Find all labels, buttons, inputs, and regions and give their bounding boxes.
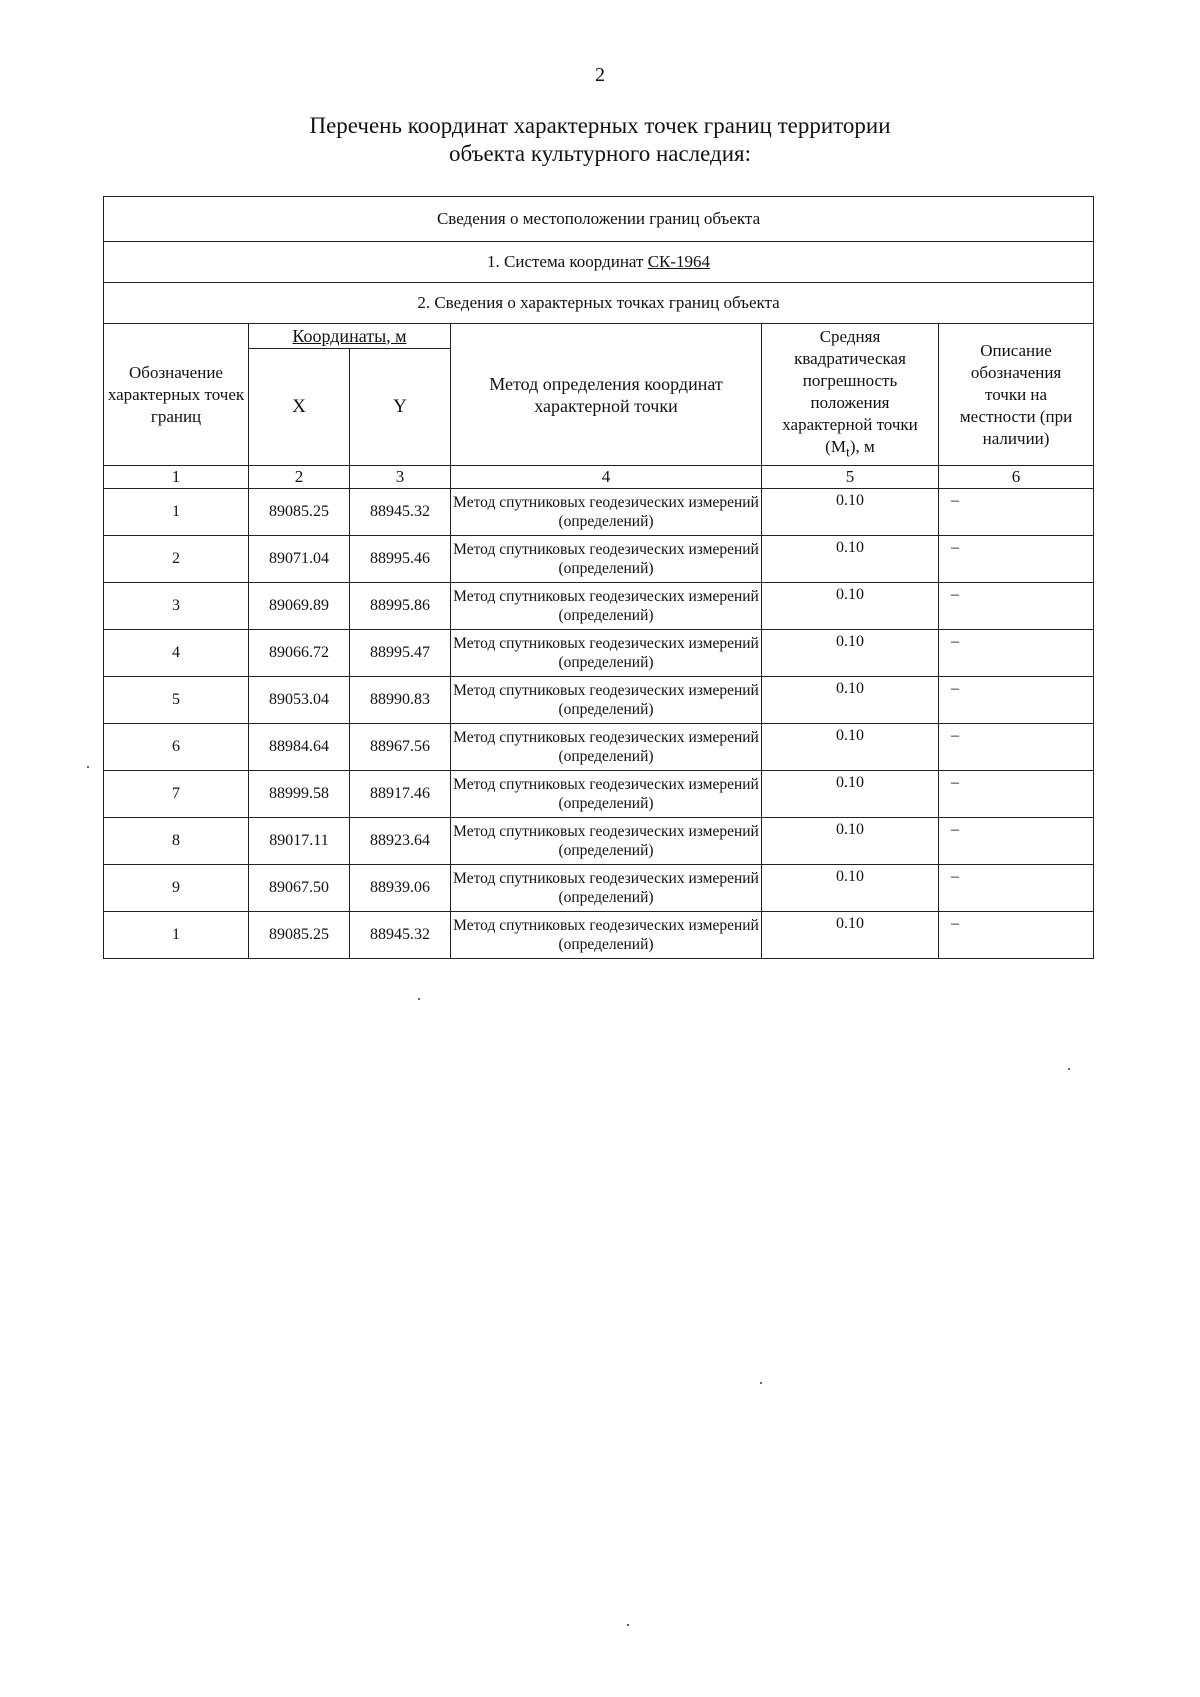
point-designation: 1: [104, 489, 249, 536]
coordinate-x: 89067.50: [249, 865, 350, 912]
point-designation: 7: [104, 771, 249, 818]
coordinate-x: 89085.25: [249, 912, 350, 959]
subsection-title: 2. Сведения о характерных точках границ объекта: [104, 283, 1094, 324]
method-cell: Метод спутниковых геодезических измерений (определений): [451, 865, 762, 912]
point-designation: 1: [104, 912, 249, 959]
header-designation: Обозначение характерных точек границ: [104, 324, 249, 466]
point-designation: 2: [104, 536, 249, 583]
error-value: 0.10: [762, 771, 939, 818]
method-cell: Метод спутниковых геодезических измерений (определений): [451, 724, 762, 771]
header-description: Описание обозначения точки на местности (при наличии): [939, 324, 1094, 466]
point-description: –: [939, 912, 1094, 959]
method-cell: Метод спутниковых геодезических измерений (определений): [451, 583, 762, 630]
header-coordinates: Координаты, м: [249, 324, 451, 349]
table-row: [104, 724, 1094, 771]
point-description: –: [939, 630, 1094, 677]
point-description: –: [939, 818, 1094, 865]
error-value: 0.10: [762, 724, 939, 771]
method-cell: Метод спутниковых геодезических измерений (определений): [451, 771, 762, 818]
method-cell: Метод спутниковых геодезических измерений (определений): [451, 677, 762, 724]
header-x: X: [249, 349, 350, 466]
point-description: –: [939, 677, 1094, 724]
coordinate-y: 88995.86: [350, 583, 451, 630]
coordinate-y: 88967.56: [350, 724, 451, 771]
scan-speck: [1068, 1068, 1070, 1070]
error-value: 0.10: [762, 865, 939, 912]
coordinate-y: 88945.32: [350, 489, 451, 536]
coordinate-y: 88917.46: [350, 771, 451, 818]
point-designation: 5: [104, 677, 249, 724]
coordinate-y: 88995.46: [350, 536, 451, 583]
error-value: 0.10: [762, 489, 939, 536]
point-designation: 9: [104, 865, 249, 912]
coordinate-y: 88995.47: [350, 630, 451, 677]
point-description: –: [939, 865, 1094, 912]
header-error-text: Средняя квадратическая погрешность положения характерной точки $(M_t)$, м: [782, 326, 918, 461]
point-description: –: [939, 489, 1094, 536]
coordinate-x: 89069.89: [249, 583, 350, 630]
point-designation: 3: [104, 583, 249, 630]
point-designation: 8: [104, 818, 249, 865]
coordinate-y: 88939.06: [350, 865, 451, 912]
coordinate-y: 88945.32: [350, 912, 451, 959]
scan-speck: [760, 1382, 762, 1384]
error-value: 0.10: [762, 912, 939, 959]
column-number: 1: [104, 466, 249, 489]
table-row: [104, 536, 1094, 583]
table-row: [104, 630, 1094, 677]
coordinate-x: 89053.04: [249, 677, 350, 724]
coordinate-x: 89071.04: [249, 536, 350, 583]
column-number-row: [104, 466, 1094, 489]
coordinate-y: 88923.64: [350, 818, 451, 865]
point-description: –: [939, 724, 1094, 771]
title-line-1: Перечень координат характерных точек границ территории: [309, 113, 891, 138]
method-cell: Метод спутниковых геодезических измерений (определений): [451, 912, 762, 959]
header-method: Метод определения координат характерной точки: [451, 324, 762, 466]
table-row: [104, 583, 1094, 630]
error-value: 0.10: [762, 583, 939, 630]
scan-speck: [627, 1624, 629, 1626]
document-title: [0, 112, 1200, 168]
point-description: –: [939, 536, 1094, 583]
error-value: 0.10: [762, 630, 939, 677]
scan-speck: [87, 766, 89, 768]
coordinate-x: 88999.58: [249, 771, 350, 818]
coordinates-table: [103, 196, 1094, 959]
header-y: Y: [350, 349, 451, 466]
header-row-1: [104, 324, 1094, 349]
table-row: [104, 489, 1094, 536]
method-cell: Метод спутниковых геодезических измерений (определений): [451, 630, 762, 677]
error-value: 0.10: [762, 818, 939, 865]
table-row: [104, 677, 1094, 724]
section-title: Сведения о местоположении границ объекта: [104, 197, 1094, 242]
point-designation: 6: [104, 724, 249, 771]
coordinate-x: 89017.11: [249, 818, 350, 865]
method-cell: Метод спутниковых геодезических измерений (определений): [451, 818, 762, 865]
error-value: 0.10: [762, 536, 939, 583]
table-row: [104, 818, 1094, 865]
column-number: 3: [350, 466, 451, 489]
section-title-row: [104, 197, 1094, 242]
point-description: –: [939, 771, 1094, 818]
point-designation: 4: [104, 630, 249, 677]
table-row: [104, 865, 1094, 912]
column-number: 2: [249, 466, 350, 489]
column-number: 5: [762, 466, 939, 489]
table-row: [104, 912, 1094, 959]
page-number: 2: [595, 64, 605, 86]
table-row: [104, 771, 1094, 818]
column-number: 4: [451, 466, 762, 489]
method-cell: Метод спутниковых геодезических измерений (определений): [451, 489, 762, 536]
header-error: [762, 324, 939, 466]
subsection-row: [104, 283, 1094, 324]
coordinate-system-value: СК-1964: [647, 252, 711, 271]
coordinate-system: [104, 242, 1094, 283]
method-cell: Метод спутниковых геодезических измерений (определений): [451, 536, 762, 583]
scan-speck: [418, 998, 420, 1000]
error-value: 0.10: [762, 677, 939, 724]
coordinate-y: 88990.83: [350, 677, 451, 724]
coordinate-x: 89066.72: [249, 630, 350, 677]
point-description: –: [939, 583, 1094, 630]
coordinate-x: 88984.64: [249, 724, 350, 771]
title-line-2: объекта культурного наследия:: [448, 141, 752, 166]
coordinate-system-label: 1. Система координат: [487, 252, 648, 271]
coordinate-system-row: [104, 242, 1094, 283]
coordinate-x: 89085.25: [249, 489, 350, 536]
column-number: 6: [939, 466, 1094, 489]
